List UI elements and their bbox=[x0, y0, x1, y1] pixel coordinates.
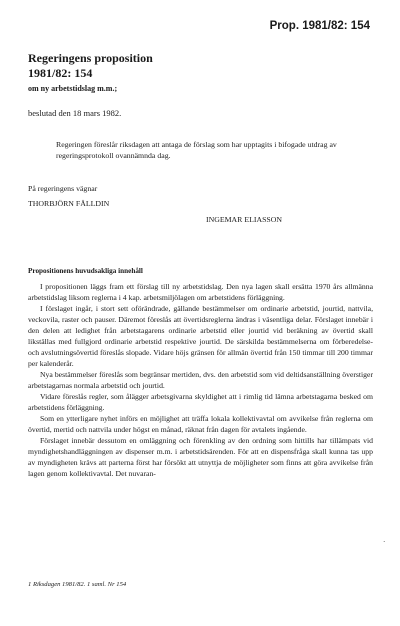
body-paragraph: Förslaget innebär dessutom en omläggning och förenkling av den ordning som hittills har tillämpats vid myndighetshandläggningen av dispenser m.m. i arbetstidsärenden. För att en dispensfråga skall kunna tas upp av myndigheten krävs att parterna först har försökt att utnyttja de möjligheter som finns att göra avvikelse från lagen genom kollektivavtal. Det nuvaran- bbox=[28, 436, 373, 478]
intro-paragraph: Regeringen föreslår riksdagen att antaga de förslag som har upptagits i bifogade utdrag av regeringsprotokoll ovannämnda dag. bbox=[56, 140, 337, 160]
body-paragraph: Vidare föreslås regler, som ålägger arbetsgivarna skyldighet att i rimlig tid lämna arbetstagarna besked om arbetstidens förläggning. bbox=[28, 392, 373, 412]
body-paragraph: Som en ytterligare nyhet införs en möjlighet att träffa lokala kollektivavtal om avvikelse från reglerna om övertid, mertid och nattvila under högst en månad, räknat från dagen för avtalets ingående. bbox=[28, 414, 373, 434]
on-behalf-line: På regeringens vägnar bbox=[28, 184, 98, 193]
section-heading: Propositionens huvudsakliga innehåll bbox=[28, 267, 143, 275]
signature-minister: INGEMAR ELIASSON bbox=[206, 215, 283, 224]
document-title: Regeringens proposition bbox=[28, 51, 153, 65]
signature-prime-minister: THORBJÖRN FÄLLDIN bbox=[28, 199, 110, 208]
document-reference: Prop. 1981/82: 154 bbox=[269, 20, 370, 32]
body-paragraph: I propositionen läggs fram ett förslag till ny arbetstidslag. Den nya lagen skall ersätta 1970 års allmänna arbetstidslag liksom reglerna i 4 kap. arbetsmiljölagen om arbetstidens förläggning. bbox=[28, 282, 373, 302]
margin-mark: · bbox=[383, 538, 386, 546]
body-paragraph: Nya bestämmelser föreslås som begränsar mertiden, dvs. den arbetstid som vid deltidsanställning överstiger arbetstagarnas normala arbetstid och jourtid. bbox=[28, 370, 373, 390]
body-paragraph: I förslaget ingår, i stort sett oförändrade, gällande bestämmelser om ordinarie arbetstid, jourtid, nattvila, veckovila, raster och pauser. Däremot föreslås att övertidsreglerna ändras i väsentliga delar. Förslaget innebär i den delen att ledighet från arbetstagarens ordinarie arbetstid eller jourtid vid beräkning av övertid skall likställas med fullgjord ordinarie arbetstid respektive jourtid. De särskilda bestämmelserna om förberedelse- och avslutningsövertid föreslås slopade. Vidare höjs gränsen för allmän övertid från 150 timmar till 200 timmar per kalenderår. bbox=[28, 304, 373, 368]
document-number: 1981/82: 154 bbox=[28, 66, 93, 80]
decision-date: beslutad den 18 mars 1982. bbox=[28, 108, 122, 118]
document-subtitle: om ny arbetstidslag m.m.; bbox=[28, 84, 118, 93]
section-body bbox=[28, 281, 373, 479]
page-footnote: 1 Riksdagen 1981/82. 1 saml. Nr 154 bbox=[28, 581, 127, 588]
